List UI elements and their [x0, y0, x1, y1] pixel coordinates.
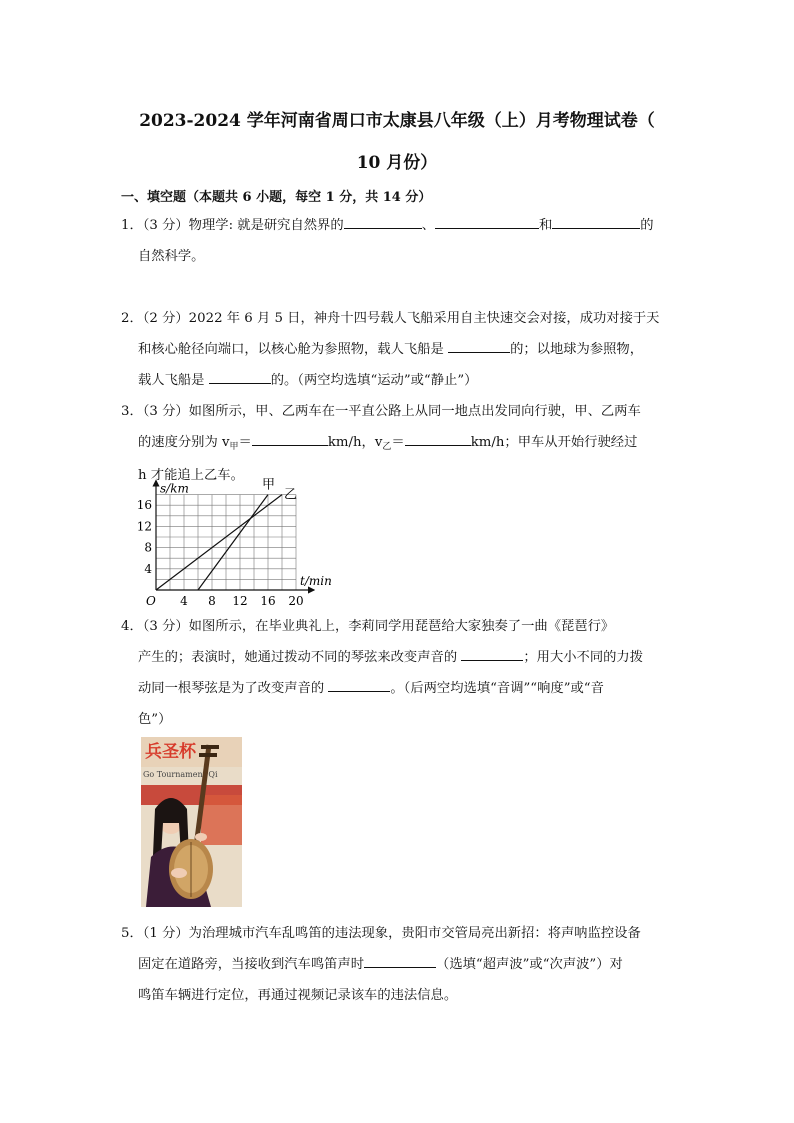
question-4-line1: 4．（3 分）如图所示，在毕业典礼上，李莉同学用琵琶给大家独奏了一曲《琵琶行》 [121, 619, 615, 634]
question-4 [121, 611, 676, 735]
question-4-line4: 色”） [138, 712, 172, 727]
y-tick-label: 16 [136, 498, 152, 513]
x-tick-label: 16 [260, 594, 276, 608]
question-2-line3: 载人飞船是 的。（两空均选填“运动”或“静止”） [121, 365, 676, 396]
y-tick-label: 4 [144, 561, 152, 576]
series-label-jia: 甲 [262, 477, 276, 493]
x-tick-label: 4 [180, 594, 188, 608]
question-4-line2: 产生的；表演时，她通过拨动不同的琴弦来改变声音的 ；用大小不同的力拨 [121, 642, 676, 673]
answer-blank[interactable] [252, 432, 328, 446]
question-5-line3: 鸣笛车辆进行定位，再通过视频记录该车的违法信息。 [138, 988, 458, 1003]
y-tick-label: 12 [136, 519, 152, 534]
page-title-line1: 2023-2024 学年河南省周口市太康县八年级（上）月考物理试卷（ [139, 111, 655, 131]
origin-label: O [146, 594, 156, 608]
question-1-line1: 1．（3 分）物理学: 就是研究自然界的 、 和 的 [121, 210, 676, 241]
chart-grid [156, 495, 296, 590]
series-line-yi [156, 495, 282, 590]
photo-banner-subtext: Go Tournament Qi [143, 770, 218, 779]
page-title-line2: 10 月份） [356, 153, 438, 173]
question-5-line2: 固定在道路旁，当接收到汽车鸣笛声时 （选填“超声波”或“次声波”）对 [121, 949, 676, 980]
question-2 [121, 303, 676, 396]
answer-blank[interactable] [461, 647, 523, 661]
question-4-line3: 动同一根琴弦是为了改变声音的 。（后两空均选填“音调”“响度”或“音 [121, 673, 676, 704]
chart-ticks [137, 498, 304, 608]
series-label-yi: 乙 [284, 487, 298, 503]
answer-blank[interactable] [209, 370, 271, 384]
answer-blank[interactable] [448, 339, 510, 353]
question-2-line2: 和核心舱径向端口，以核心舱为参照物，载人飞船是 的；以地球为参照物， [121, 334, 676, 365]
section-heading-fill-blank: 一、填空题（本题共 6 小题，每空 1 分，共 14 分） [121, 190, 432, 205]
distance-time-chart [136, 458, 350, 608]
y-tick-label: 8 [144, 540, 152, 555]
x-tick-label: 8 [208, 594, 216, 608]
answer-blank[interactable] [344, 215, 422, 229]
x-axis-label: t/min [300, 574, 332, 588]
x-tick-label: 12 [232, 594, 248, 608]
answer-blank[interactable] [328, 678, 390, 692]
question-3-line3: h 才能追上乙车。 [138, 468, 244, 483]
question-5 [121, 918, 676, 1011]
x-tick-label: 20 [288, 594, 304, 608]
answer-blank[interactable] [435, 215, 539, 229]
question-1-line2: 自然科学。 [138, 249, 205, 264]
question-2-line1: 2．（2 分）2022 年 6 月 5 日，神舟十四号载人飞船采用自主快速交会对接，成功对接于天 [121, 311, 660, 326]
question-1 [121, 210, 676, 272]
question-5-line1: 5．（1 分）为治理城市汽车乱鸣笛的违法现象，贵阳市交管局亮出新招：将声呐监控设备 [121, 926, 641, 941]
answer-blank[interactable] [405, 432, 471, 446]
answer-blank[interactable] [552, 215, 640, 229]
question-3-line2: 的速度分别为 $v_甲= km/h$，$v_乙= km/h$；甲车从开始行驶经过 [121, 427, 676, 460]
question-3-line1: 3．（3 分）如图所示，甲、乙两车在一平直公路上从同一地点出发同向行驶，甲、乙两车 [121, 404, 641, 419]
series-line-jia [198, 495, 268, 590]
pipa-player-photo [141, 737, 242, 907]
y-axis-label: s/km [160, 481, 189, 496]
answer-blank[interactable] [364, 954, 436, 968]
photo-banner-text: 兵圣杯 [145, 742, 196, 762]
pipa-photo-illustration [141, 737, 242, 907]
